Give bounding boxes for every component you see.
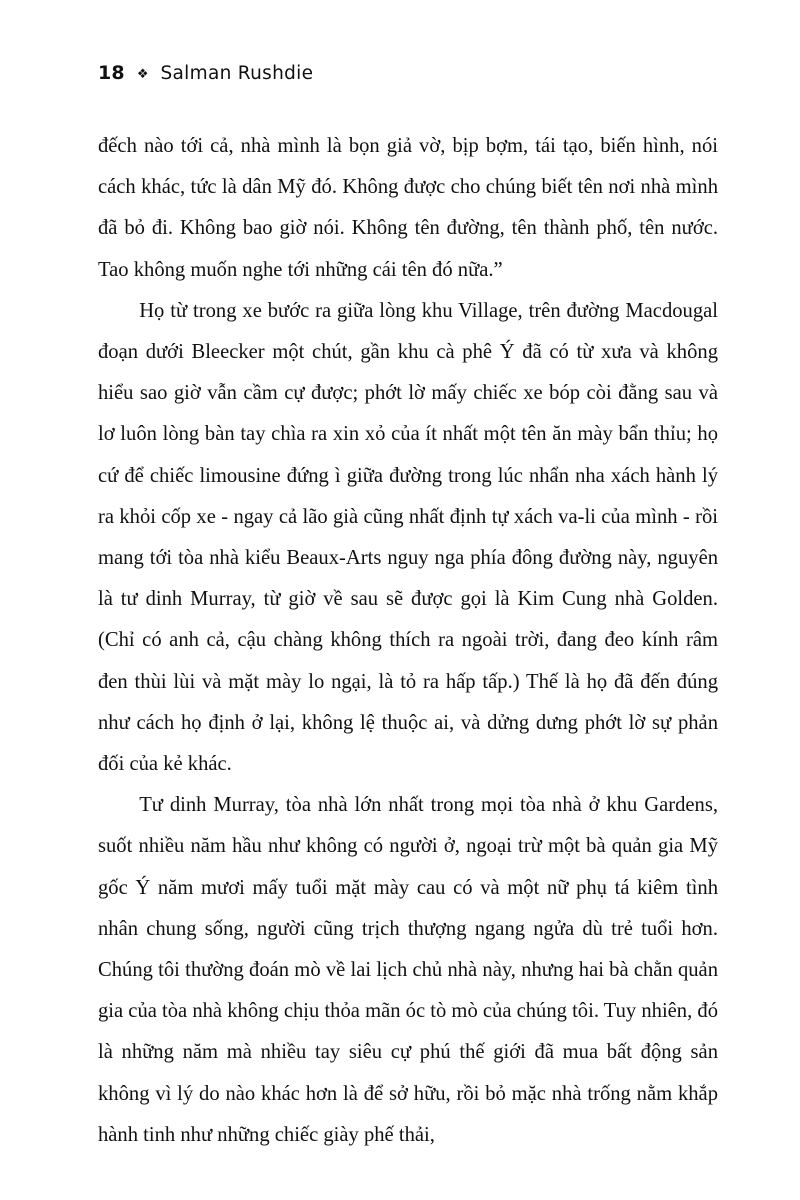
author-name: Salman Rushdie xyxy=(160,62,314,84)
page-body xyxy=(98,126,718,1156)
diamond-ornament-icon: ❖ xyxy=(136,66,149,82)
paragraph: Họ từ trong xe bước ra giữa lòng khu Village, trên đường Macdougal đoạn dưới Bleecker một chút, gần khu cà phê Ý đã có từ xưa và không hiểu sao giờ vẫn cầm cự được; phớt lờ mấy chiếc xe bóp còi đằng sau và lơ luôn lòng bàn tay chìa ra xin xỏ của ít nhất một tên ăn mày bẩn thỉu; họ cứ để chiếc limousine đứng ì giữa đường trong lúc nhẩn nha xách hành lý ra khỏi cốp xe - ngay cả lão già cũng nhất định tự xách va-li của mình - rồi mang tới tòa nhà kiểu Beaux-Arts nguy nga phía đông đường này, nguyên là tư dinh Murray, từ giờ về sau sẽ được gọi là Kim Cung nhà Golden. (Chỉ có anh cả, cậu chàng không thích ra ngoài trời, đang đeo kính râm đen thùi lùi và mặt mày lo ngại, là tỏ ra hấp tấp.) Thế là họ đã đến đúng như cách họ định ở lại, không lệ thuộc ai, và dửng dưng phớt lờ sự phản đối của kẻ khác. xyxy=(98,299,718,776)
running-head xyxy=(98,62,313,84)
paragraph: Tư dinh Murray, tòa nhà lớn nhất trong mọi tòa nhà ở khu Gardens, suốt nhiều năm hầu như không có người ở, ngoại trừ một bà quản gia Mỹ gốc Ý năm mươi mấy tuổi mặt mày cau có và một nữ phụ tá kiêm tình nhân chung sống, người cũng trịch thượng ngang ngửa dù trẻ tuổi hơn. Chúng tôi thường đoán mò về lai lịch chủ nhà này, nhưng hai bà chằn quản gia của tòa nhà không chịu thỏa mãn óc tò mò của chúng tôi. Tuy nhiên, đó là những năm mà nhiều tay siêu cự phú thế giới đã mua bất động sản không vì lý do nào khác hơn là để sở hữu, rồi bỏ mặc nhà trống nằm khắp hành tinh như những chiếc giày phế thải, xyxy=(98,794,718,1146)
paragraph: đếch nào tới cả, nhà mình là bọn giả vờ, bịp bợm, tái tạo, biến hình, nói cách khác, tức là dân Mỹ đó. Không được cho chúng biết tên nơi nhà mình đã bỏ đi. Không bao giờ nói. Không tên đường, tên thành phố, tên nước. Tao không muốn nghe tới những cái tên đó nữa.” xyxy=(98,135,718,281)
page-number: 18 xyxy=(98,62,125,84)
